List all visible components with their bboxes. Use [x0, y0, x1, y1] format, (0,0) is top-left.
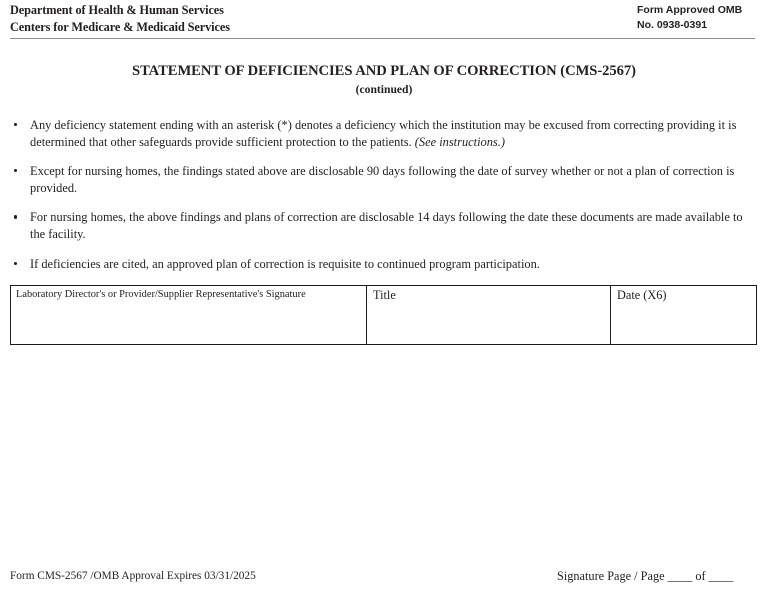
agency-line-1: Department of Health & Human Services — [10, 3, 224, 17]
page-number-note: Signature Page / Page ____ of ____ — [557, 569, 734, 583]
date-field-cell[interactable] — [611, 286, 758, 344]
bullet-dot-icon — [14, 215, 17, 218]
list-item-text: Any deficiency statement ending with an asterisk (*) denotes a deficiency which the institution may be excused from correcting providing it is determined that other safeguards provide sufficient protection to the patients. — [30, 118, 737, 149]
title-field-label: Title — [373, 288, 396, 302]
signature-table — [10, 285, 757, 345]
list-item-text: Except for nursing homes, the findings stated above are disclosable 90 days following the date of survey whether or not a plan of correction is provided. — [30, 164, 735, 195]
agency-line-2: Centers for Medicare & Medicaid Services — [10, 19, 230, 34]
notice-bullet-list — [0, 117, 768, 285]
page-title-continued: (continued) — [355, 83, 413, 96]
list-item — [0, 163, 768, 196]
omb-approval-block — [637, 3, 742, 33]
bullet-dot-icon — [14, 262, 17, 265]
signature-field-cell[interactable] — [11, 286, 367, 344]
list-item — [0, 256, 768, 273]
document-footer — [0, 568, 768, 590]
title-field-cell[interactable] — [367, 286, 611, 344]
header-divider — [10, 38, 755, 39]
page-title: STATEMENT OF DEFICIENCIES AND PLAN OF CORRECTION (CMS-2567) — [132, 63, 636, 79]
omb-approval-line-2: No. 0938-0391 — [637, 19, 708, 31]
form-expiration-note: Form CMS-2567 /OMB Approval Expires 03/31/2025 — [10, 570, 256, 582]
document-header — [0, 0, 768, 40]
date-field-label: Date (X6) — [617, 288, 667, 302]
signature-field-label: Laboratory Director's or Provider/Supplier Representative's Signature — [16, 289, 306, 300]
bullet-dot-icon — [14, 169, 17, 172]
list-item — [0, 117, 768, 150]
page-title-block — [0, 62, 768, 98]
bullet-dot-icon — [14, 123, 17, 126]
list-item-text: If deficiencies are cited, an approved plan of correction is requisite to continued program participation. — [30, 256, 540, 271]
omb-approval-line-1: Form Approved OMB — [637, 4, 743, 16]
agency-name — [10, 2, 230, 35]
list-item-text: For nursing homes, the above findings and plans of correction are disclosable 14 days following the date these documents are made available to the facility. — [30, 210, 743, 241]
list-item-italic-note: (See instructions.) — [414, 134, 505, 149]
list-item — [0, 209, 768, 242]
